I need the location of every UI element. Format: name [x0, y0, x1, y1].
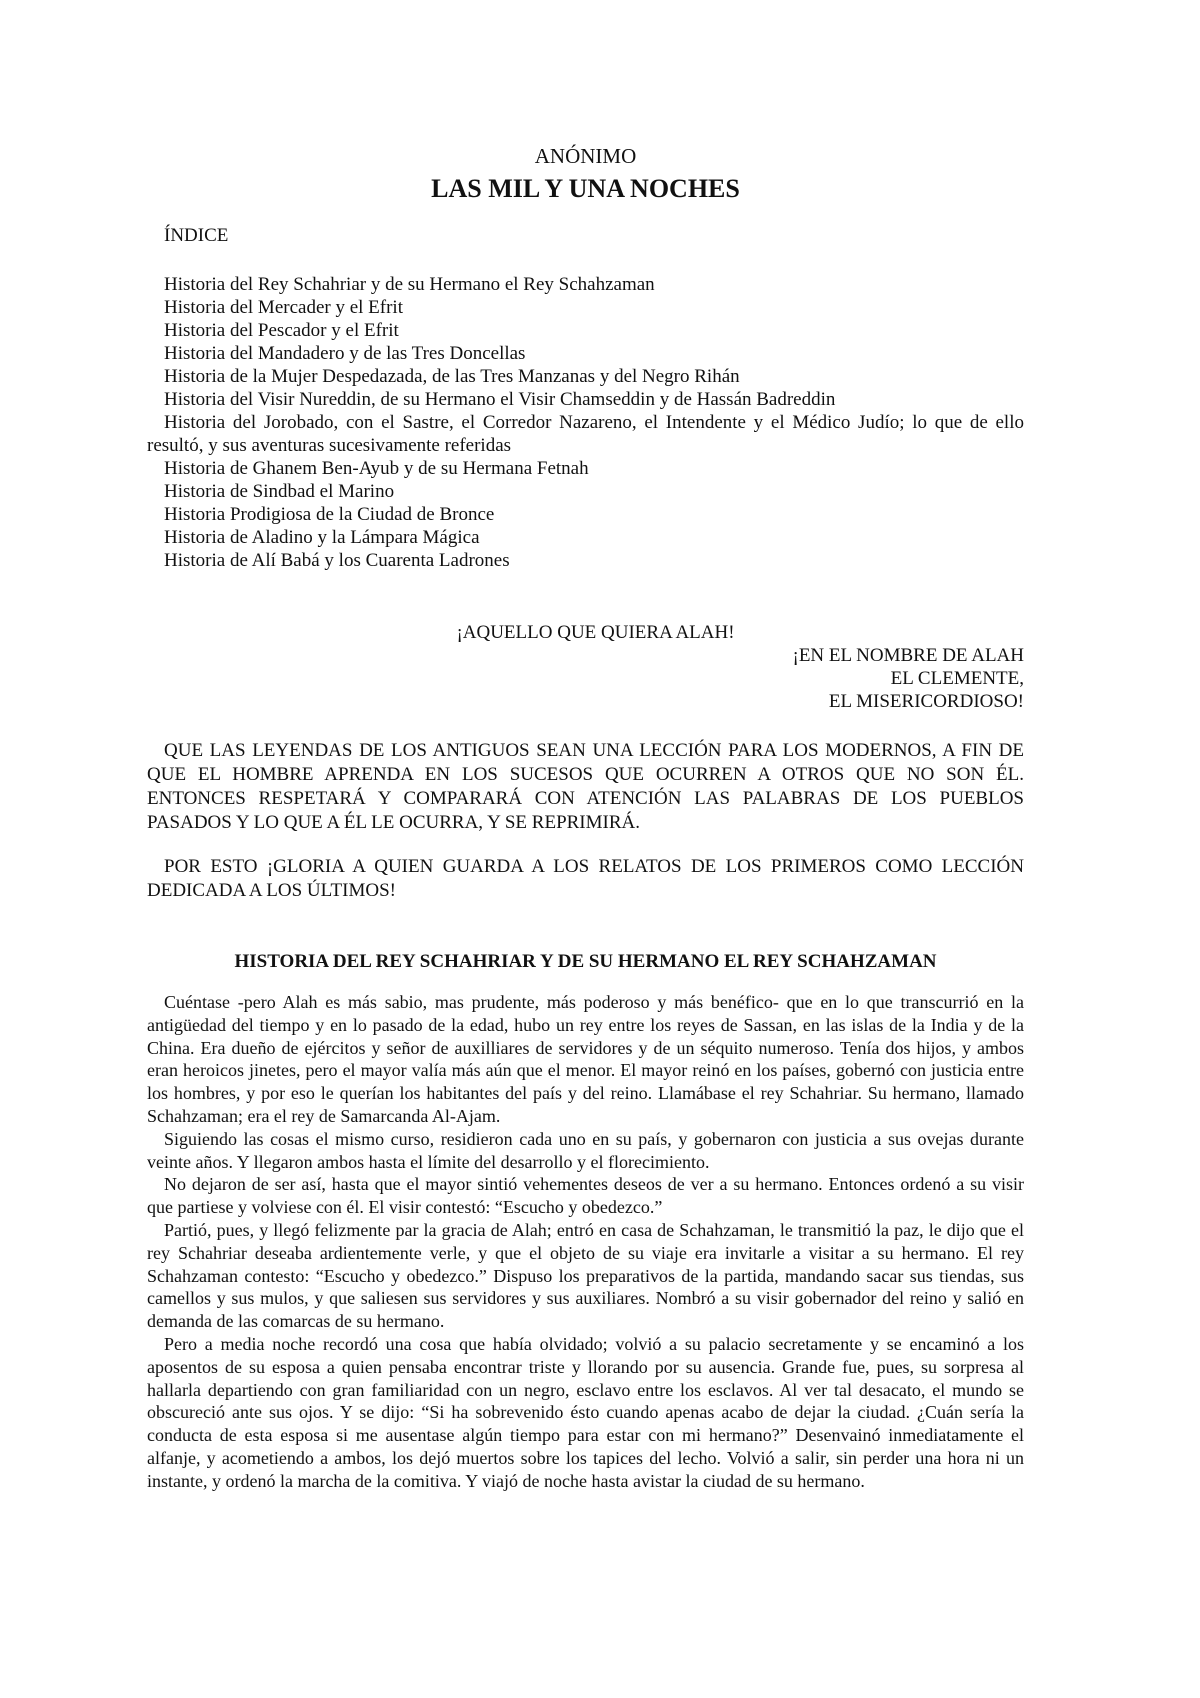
story-paragraph: Partió, pues, y llegó felizmente par la gracia de Alah; entró en casa de Schahzaman, le transmitió la paz, le dijo que el rey Schahriar deseaba ardientemente verle, y que el objeto de su viaje era invitarle a visitar a su hermano. El rey Schahzaman contesto: “Escucho y obedezco.” Dispuso los preparativos de la partida, mandando sacar sus tiendas, sus camellos y sus mulos, y que saliesen sus servidores y sus auxiliares. Nombró a su visir gobernador del reino y salió en demanda de las comarcas de su hermano. [147, 1219, 1024, 1332]
section-heading: HISTORIA DEL REY SCHAHRIAR Y DE SU HERMANO EL REY SCHAHZAMAN [234, 951, 937, 972]
book-title: LAS MIL Y UNA NOCHES [431, 174, 740, 203]
toc-item: Historia de Ghanem Ben-Ayub y de su Hermana Fetnah [164, 458, 589, 479]
invocation-block [147, 621, 1024, 713]
toc-item: Historia del Mandadero y de las Tres Doncellas [164, 343, 526, 364]
preface-paragraph: POR ESTO ¡GLORIA A QUIEN GUARDA A LOS RELATOS DE LOS PRIMEROS COMO LECCIÓN DEDICADA A LOS ÚLTIMOS! [147, 856, 1024, 901]
story-paragraph: No dejaron de ser así, hasta que el mayor sintió vehementes deseos de ver a su hermano. Entonces ordenó a su visir que partiese y volviese con él. El visir contestó: “Escucho y obedezco.” [147, 1174, 1024, 1218]
toc-item: Historia de Aladino y la Lámpara Mágica [164, 527, 480, 548]
toc-item: Historia del Mercader y el Efrit [164, 297, 403, 318]
toc-item: Historia del Rey Schahriar y de su Hermano el Rey Schahzaman [164, 274, 655, 295]
story-paragraph: Cuéntase -pero Alah es más sabio, mas prudente, más poderoso y más benéfico- que en lo que transcurrió en la antigüedad del tiempo y en lo pasado de la edad, hubo un rey entre los reyes de Sassan, en las islas de la India y de la China. Era dueño de ejércitos y señor de auxilliares de servidores y de un séquito numeroso. Tenía dos hijos, y ambos eran heroicos jinetes, pero el mayor valía más aún que el menor. El mayor reinó en los países, gobernó con justicia entre los hombres, y por eso le querían los habitantes del país y del reino. Llamábase el rey Schahriar. Su hermano, llamado Schahzaman; era el rey de Samarcanda Al-Ajam. [147, 992, 1024, 1126]
invocation-line: EL MISERICORDIOSO! [828, 691, 1024, 712]
toc-item: Historia de la Mujer Despedazada, de las Tres Manzanas y del Negro Rihán [164, 366, 740, 387]
preface-paragraph: QUE LAS LEYENDAS DE LOS ANTIGUOS SEAN UNA LECCIÓN PARA LOS MODERNOS, A FIN DE QUE EL HOMBRE APRENDA EN LOS SUCESOS QUE OCURREN A OTROS QUE NO SON ÉL. ENTONCES RESPETARÁ Y COMPARARÁ CON ATENCIÓN LAS PALABRAS DE LOS PUEBLOS PASADOS Y LO QUE A ÉL LE OCURRA, Y SE REPRIMIRÁ. [147, 740, 1024, 833]
invocation-line: ¡EN EL NOMBRE DE ALAH [792, 645, 1024, 666]
table-of-contents [147, 273, 1024, 572]
author-heading: ANÓNIMO [534, 144, 637, 168]
story-body [147, 991, 1024, 1493]
story-paragraph: Pero a media noche recordó una cosa que había olvidado; volvió a su palacio secretamente y se encaminó a los aposentos de su esposa a quien pensaba encontrar triste y llorando por su ausencia. Grande fue, pues, su sorpresa al hallarla departiendo con gran familiaridad con un negro, esclavo entre los esclavos. Al ver tal desacato, el mundo se obscureció ante sus ojos. Y se dijo: “Si ha sobrevenido ésto cuando apenas acabo de dejar la ciudad. ¿Cuán sería la conducta de esta esposa si me ausentase algún tiempo para estar con mi hermano?” Desenvainó inmediatamente el alfanje, y acometiendo a ambos, los dejó muertos sobre los tapices del lecho. Volvió a salir, sin perder una hora ni un instante, y ordenó la marcha de la comitiva. Y viajó de noche hasta avistar la ciudad de su hermano. [147, 1333, 1024, 1491]
toc-item: Historia del Visir Nureddin, de su Hermano el Visir Chamseddin y de Hassán Badreddin [164, 389, 836, 410]
toc-item: Historia del Pescador y el Efrit [164, 320, 399, 341]
toc-item: Historia Prodigiosa de la Ciudad de Bronce [164, 504, 495, 525]
toc-item: Historia del Jorobado, con el Sastre, el Corredor Nazareno, el Intendente y el Médico Judío; lo que de ello resultó, y sus aventuras sucesivamente referidas [147, 412, 1024, 456]
invocation-line: EL CLEMENTE, [890, 668, 1024, 689]
invocation-line: ¡AQUELLO QUE QUIERA ALAH! [456, 622, 735, 643]
index-heading: ÍNDICE [164, 225, 229, 246]
toc-item: Historia de Alí Babá y los Cuarenta Ladrones [164, 550, 510, 571]
toc-item: Historia de Sindbad el Marino [164, 481, 395, 502]
story-paragraph: Siguiendo las cosas el mismo curso, residieron cada uno en su país, y gobernaron con justicia a sus ovejas durante veinte años. Y llegaron ambos hasta el límite del desarrollo y el florecimiento. [147, 1128, 1024, 1172]
